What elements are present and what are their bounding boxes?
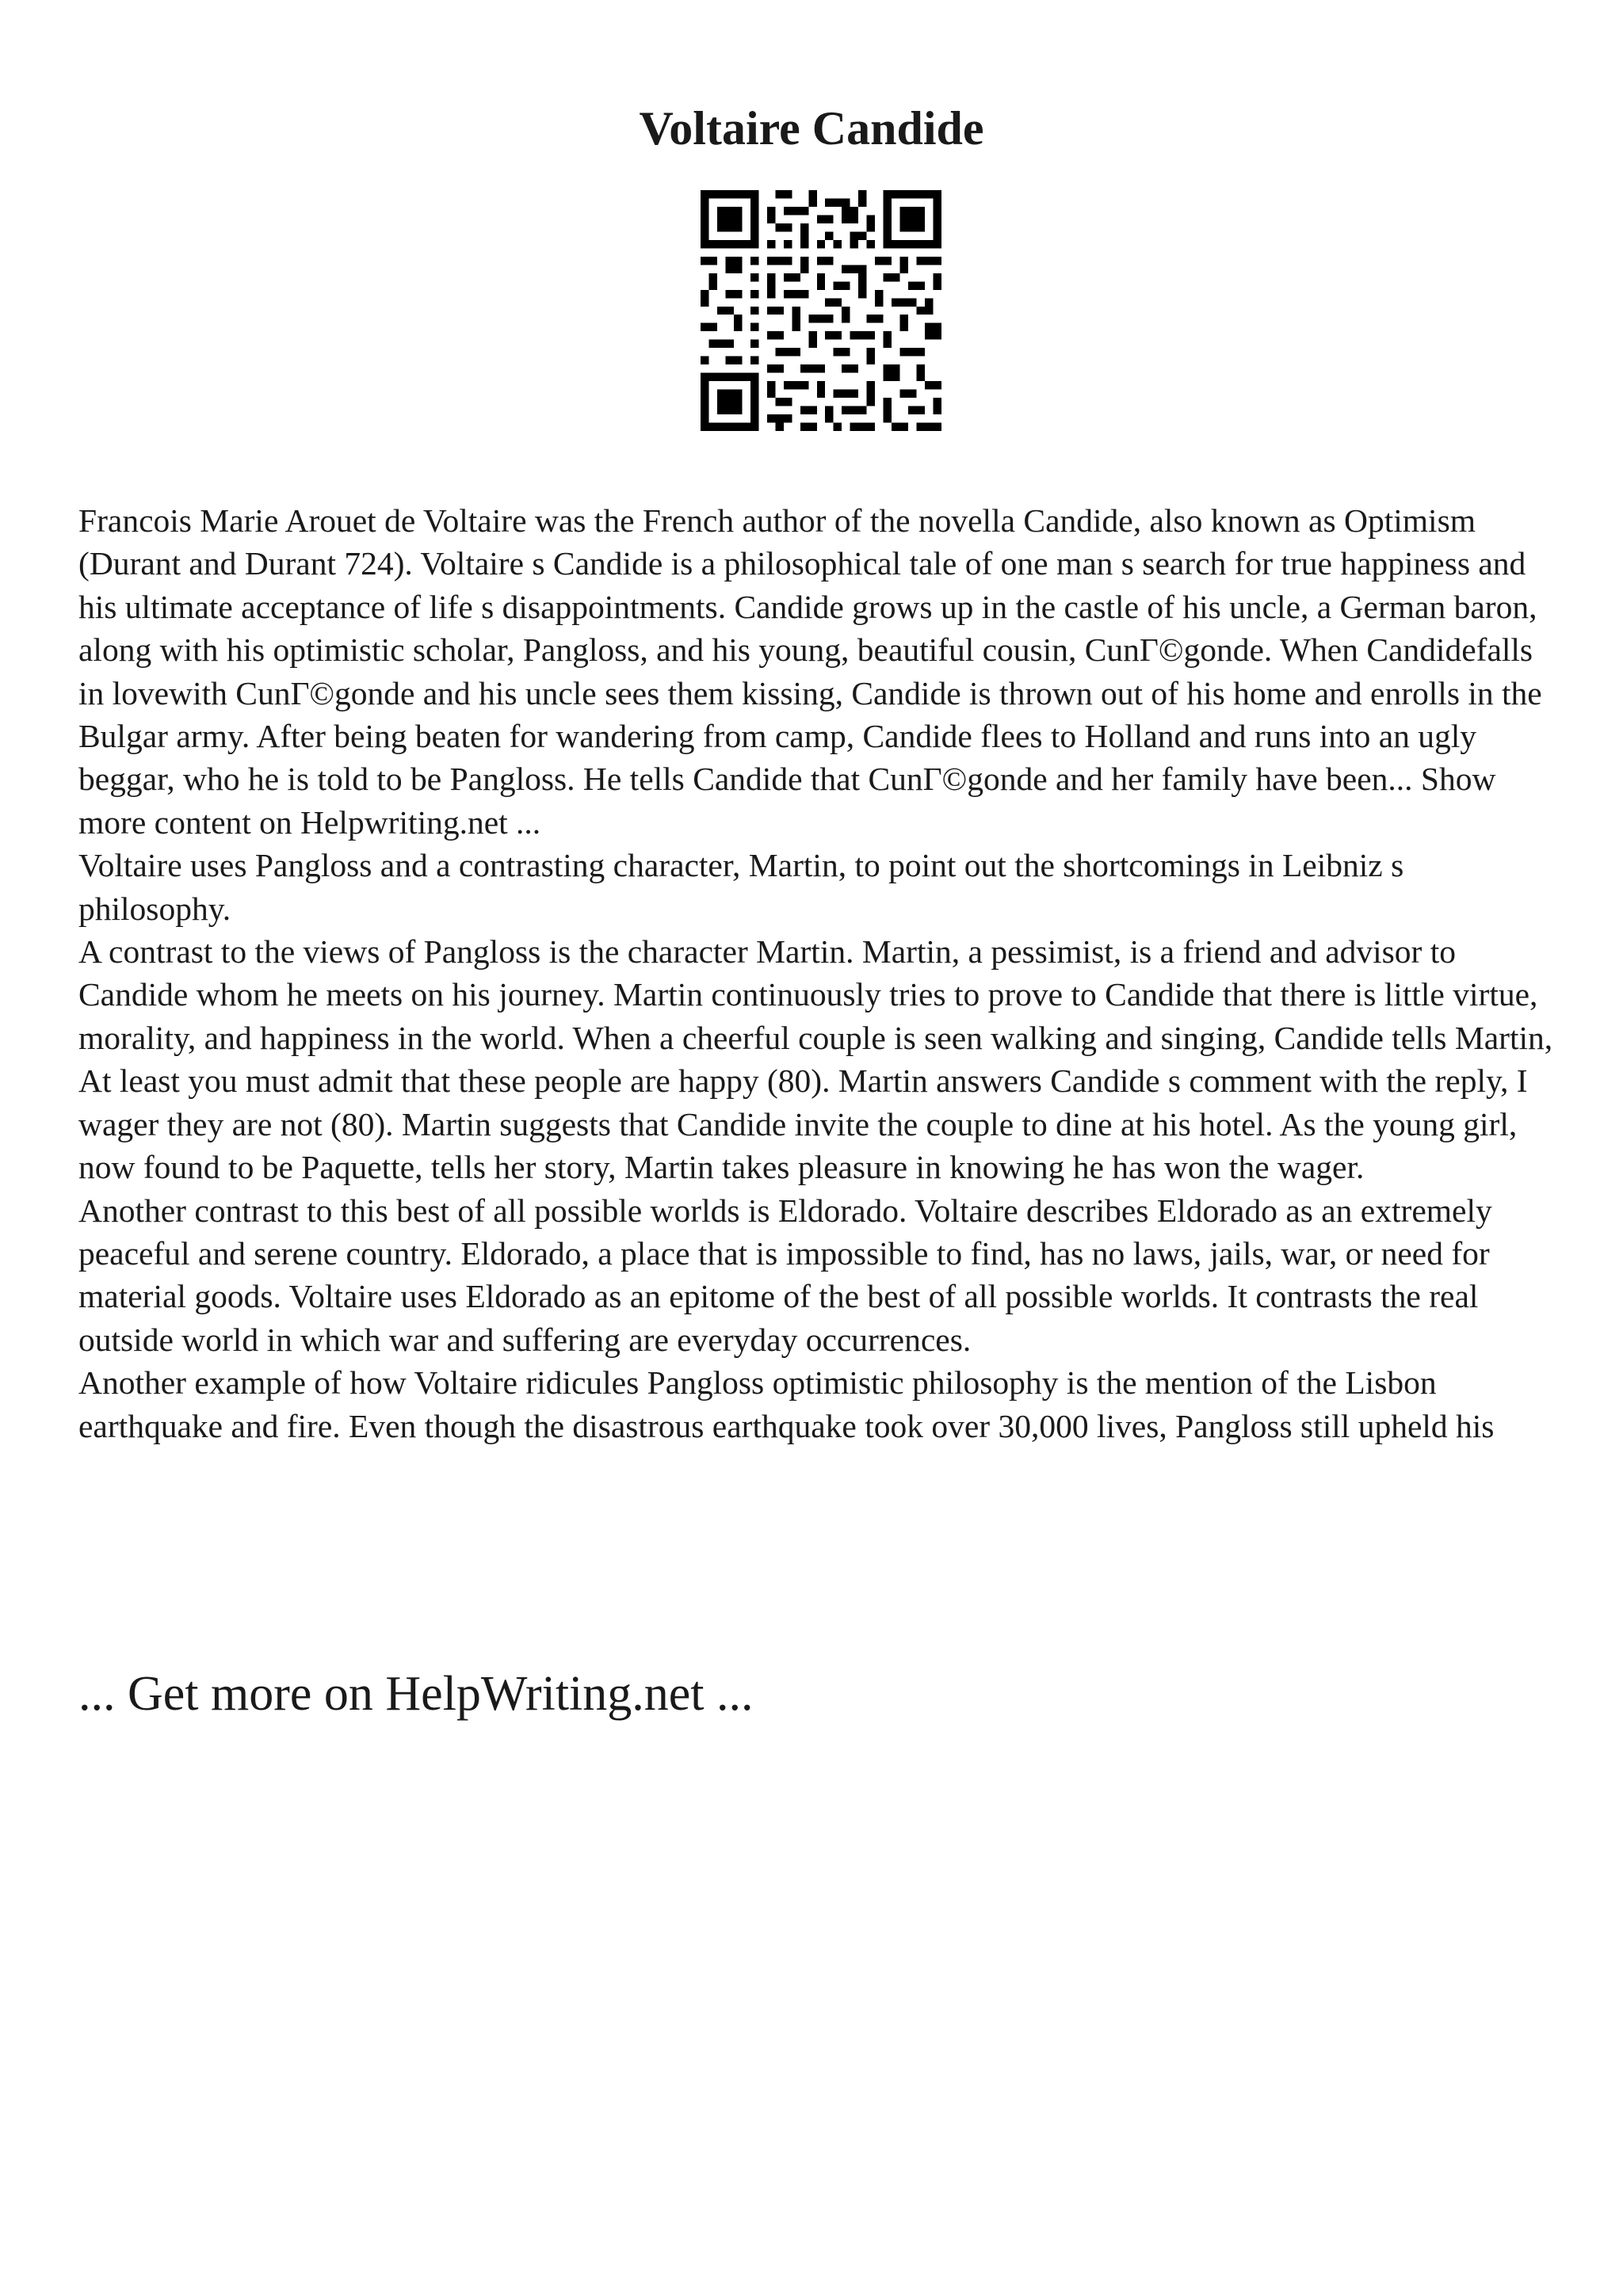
document-title: Voltaire Candide: [639, 102, 984, 154]
paragraph-martin: A contrast to the views of Pangloss is the character Martin. Martin, a pessimist, is a friend and advisor to Candide whom he meets on his journey. Martin continuously tries to prove to Candide that there is little virtue, morality, and happiness in the world. When a cheerful couple is seen walking and singing, Candide tells Martin, At least you must admit that these people are happy (80). Martin answers Candide s comment with the reply, I wager they are not (80). Martin suggests that Candide invite the couple to dine at his hotel. As the young girl, now found to be Paquette, tells her story, Martin takes pleasure in knowing he has won the wager.: [78, 933, 1553, 1186]
paragraph-lisbon: Another example of how Voltaire ridicules Pangloss optimistic philosophy is the mention of the Lisbon earthquake and fire. Even though the disastrous earthquake took over 30,000 lives, Pangloss still upheld his: [78, 1364, 1495, 1444]
paragraph-eldorado: Another contrast to this best of all possible worlds is Eldorado. Voltaire describes Eldorado as an extremely peaceful and serene country. Eldorado, a place that is impossible to find, has no laws, jails, war, or need for material goods. Voltaire uses Eldorado as an epitome of the best of all possible worlds. It contrasts the real outside world in which war and suffering are everyday occurrences.: [78, 1192, 1492, 1358]
get-more-link[interactable]: ... Get more on HelpWriting.net ...: [78, 1667, 754, 1721]
qr-code-icon: [701, 190, 941, 431]
document-body: [78, 499, 1560, 1447]
paragraph-thesis: Voltaire uses Pangloss and a contrasting character, Martin, to point out the shortcomings in Leibniz s philosophy.: [78, 847, 1404, 927]
paragraph-intro: Francois Marie Arouet de Voltaire was the French author of the novella Candide, also known as Optimism (Durant and Durant 724). Voltaire s Candide is a philosophical tale of one man s search for true happiness and his ultimate acceptance of life s disappointments. Candide grows up in the castle of his uncle, a German baron, along with his optimistic scholar, Pangloss, and his young, beautiful cousin, CunΓ©gonde. When Candidefalls in lovewith CunΓ©gonde and his uncle sees them kissing, Candide is thrown out of his home and enrolls in the Bulgar army. After being beaten for wandering from camp, Candide flees to Holland and runs into an ugly beggar, who he is told to be Pangloss. He tells Candide that CunΓ©gonde and her family have been... Show more content on Helpwriting.net ...: [78, 502, 1542, 841]
